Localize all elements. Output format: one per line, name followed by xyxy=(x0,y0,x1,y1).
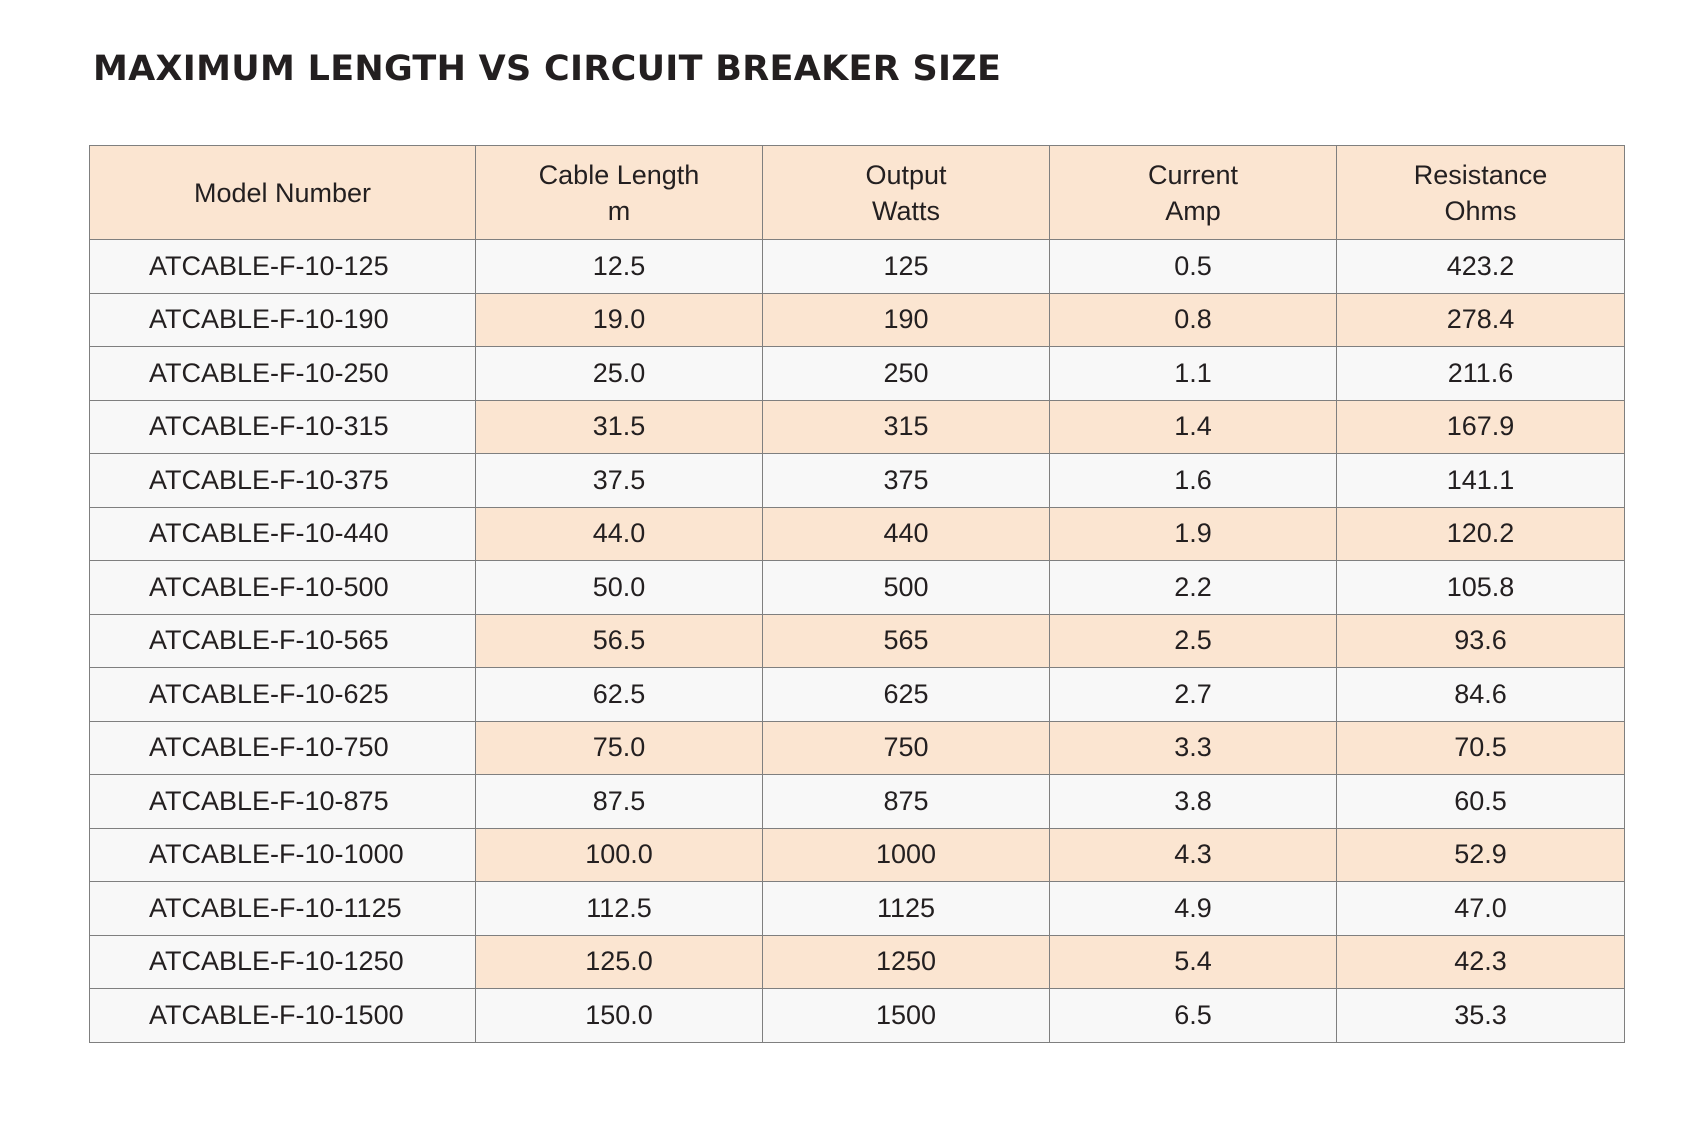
output-watts-cell: 1250 xyxy=(763,935,1050,989)
current-amp-cell: 4.3 xyxy=(1050,828,1337,882)
header-row xyxy=(90,146,1625,240)
column-header-unit: m xyxy=(607,195,631,226)
table-row xyxy=(90,882,1625,936)
resistance-ohms-cell: 278.4 xyxy=(1337,293,1625,347)
spec-table xyxy=(89,145,1625,1043)
output-watts-cell: 375 xyxy=(763,454,1050,508)
model-number-cell: ATCABLE-F-10-1250 xyxy=(90,935,476,989)
cable-length-cell: 75.0 xyxy=(476,721,763,775)
table-row xyxy=(90,293,1625,347)
resistance-ohms-cell: 60.5 xyxy=(1337,775,1625,829)
table-row xyxy=(90,775,1625,829)
output-watts-cell: 1125 xyxy=(763,882,1050,936)
cable-length-cell: 37.5 xyxy=(476,454,763,508)
resistance-ohms-cell: 141.1 xyxy=(1337,454,1625,508)
table-row xyxy=(90,561,1625,615)
column-header-current xyxy=(1050,146,1337,240)
current-amp-cell: 5.4 xyxy=(1050,935,1337,989)
column-header-model-number xyxy=(90,146,476,240)
current-amp-cell: 0.8 xyxy=(1050,293,1337,347)
cable-length-cell: 62.5 xyxy=(476,668,763,722)
model-number-cell: ATCABLE-F-10-250 xyxy=(90,347,476,401)
column-header-label: Model Number xyxy=(193,177,372,208)
current-amp-cell: 1.6 xyxy=(1050,454,1337,508)
cable-length-cell: 100.0 xyxy=(476,828,763,882)
output-watts-cell: 750 xyxy=(763,721,1050,775)
model-number-cell: ATCABLE-F-10-1125 xyxy=(90,882,476,936)
output-watts-cell: 565 xyxy=(763,614,1050,668)
resistance-ohms-cell: 167.9 xyxy=(1337,400,1625,454)
model-number-cell: ATCABLE-F-10-625 xyxy=(90,668,476,722)
table-row xyxy=(90,400,1625,454)
output-watts-cell: 1000 xyxy=(763,828,1050,882)
table-body xyxy=(90,240,1625,1043)
current-amp-cell: 1.4 xyxy=(1050,400,1337,454)
model-number-cell: ATCABLE-F-10-750 xyxy=(90,721,476,775)
column-header-cable-length xyxy=(476,146,763,240)
model-number-cell: ATCABLE-F-10-1500 xyxy=(90,989,476,1043)
resistance-ohms-cell: 35.3 xyxy=(1337,989,1625,1043)
table-row xyxy=(90,721,1625,775)
column-header-label: Output xyxy=(865,159,947,190)
model-number-cell: ATCABLE-F-10-440 xyxy=(90,507,476,561)
model-number-cell: ATCABLE-F-10-190 xyxy=(90,293,476,347)
table-row xyxy=(90,454,1625,508)
model-number-cell: ATCABLE-F-10-1000 xyxy=(90,828,476,882)
model-number-cell: ATCABLE-F-10-125 xyxy=(90,240,476,294)
column-header-output xyxy=(763,146,1050,240)
current-amp-cell: 2.2 xyxy=(1050,561,1337,615)
output-watts-cell: 875 xyxy=(763,775,1050,829)
cable-length-cell: 12.5 xyxy=(476,240,763,294)
column-header-unit: Amp xyxy=(1165,195,1221,226)
output-watts-cell: 125 xyxy=(763,240,1050,294)
resistance-ohms-cell: 70.5 xyxy=(1337,721,1625,775)
table-header xyxy=(90,146,1625,240)
model-number-cell: ATCABLE-F-10-375 xyxy=(90,454,476,508)
column-header-resistance xyxy=(1337,146,1625,240)
model-number-cell: ATCABLE-F-10-500 xyxy=(90,561,476,615)
output-watts-cell: 440 xyxy=(763,507,1050,561)
table-row xyxy=(90,614,1625,668)
current-amp-cell: 3.3 xyxy=(1050,721,1337,775)
model-number-cell: ATCABLE-F-10-315 xyxy=(90,400,476,454)
column-header-label: Cable Length xyxy=(538,159,700,190)
model-number-cell: ATCABLE-F-10-875 xyxy=(90,775,476,829)
table-row xyxy=(90,828,1625,882)
cable-length-cell: 50.0 xyxy=(476,561,763,615)
resistance-ohms-cell: 52.9 xyxy=(1337,828,1625,882)
current-amp-cell: 1.9 xyxy=(1050,507,1337,561)
resistance-ohms-cell: 105.8 xyxy=(1337,561,1625,615)
resistance-ohms-cell: 93.6 xyxy=(1337,614,1625,668)
current-amp-cell: 6.5 xyxy=(1050,989,1337,1043)
cable-length-cell: 56.5 xyxy=(476,614,763,668)
output-watts-cell: 625 xyxy=(763,668,1050,722)
output-watts-cell: 315 xyxy=(763,400,1050,454)
current-amp-cell: 4.9 xyxy=(1050,882,1337,936)
current-amp-cell: 1.1 xyxy=(1050,347,1337,401)
column-header-label: Resistance xyxy=(1413,159,1548,190)
table-row xyxy=(90,507,1625,561)
page-title: MAXIMUM LENGTH VS CIRCUIT BREAKER SIZE xyxy=(93,49,1002,89)
resistance-ohms-cell: 47.0 xyxy=(1337,882,1625,936)
resistance-ohms-cell: 211.6 xyxy=(1337,347,1625,401)
current-amp-cell: 0.5 xyxy=(1050,240,1337,294)
current-amp-cell: 2.5 xyxy=(1050,614,1337,668)
current-amp-cell: 3.8 xyxy=(1050,775,1337,829)
table-row xyxy=(90,240,1625,294)
output-watts-cell: 500 xyxy=(763,561,1050,615)
cable-length-cell: 44.0 xyxy=(476,507,763,561)
table-row xyxy=(90,347,1625,401)
column-header-label: Current xyxy=(1147,159,1239,190)
current-amp-cell: 2.7 xyxy=(1050,668,1337,722)
output-watts-cell: 1500 xyxy=(763,989,1050,1043)
resistance-ohms-cell: 423.2 xyxy=(1337,240,1625,294)
cable-length-cell: 150.0 xyxy=(476,989,763,1043)
cable-length-cell: 125.0 xyxy=(476,935,763,989)
resistance-ohms-cell: 120.2 xyxy=(1337,507,1625,561)
table-row xyxy=(90,668,1625,722)
output-watts-cell: 190 xyxy=(763,293,1050,347)
cable-length-cell: 31.5 xyxy=(476,400,763,454)
cable-length-cell: 25.0 xyxy=(476,347,763,401)
resistance-ohms-cell: 42.3 xyxy=(1337,935,1625,989)
cable-length-cell: 19.0 xyxy=(476,293,763,347)
table-row xyxy=(90,935,1625,989)
model-number-cell: ATCABLE-F-10-565 xyxy=(90,614,476,668)
column-header-unit: Ohms xyxy=(1444,195,1517,226)
column-header-unit: Watts xyxy=(871,195,940,226)
cable-length-cell: 87.5 xyxy=(476,775,763,829)
cable-length-cell: 112.5 xyxy=(476,882,763,936)
table-row xyxy=(90,989,1625,1043)
output-watts-cell: 250 xyxy=(763,347,1050,401)
resistance-ohms-cell: 84.6 xyxy=(1337,668,1625,722)
